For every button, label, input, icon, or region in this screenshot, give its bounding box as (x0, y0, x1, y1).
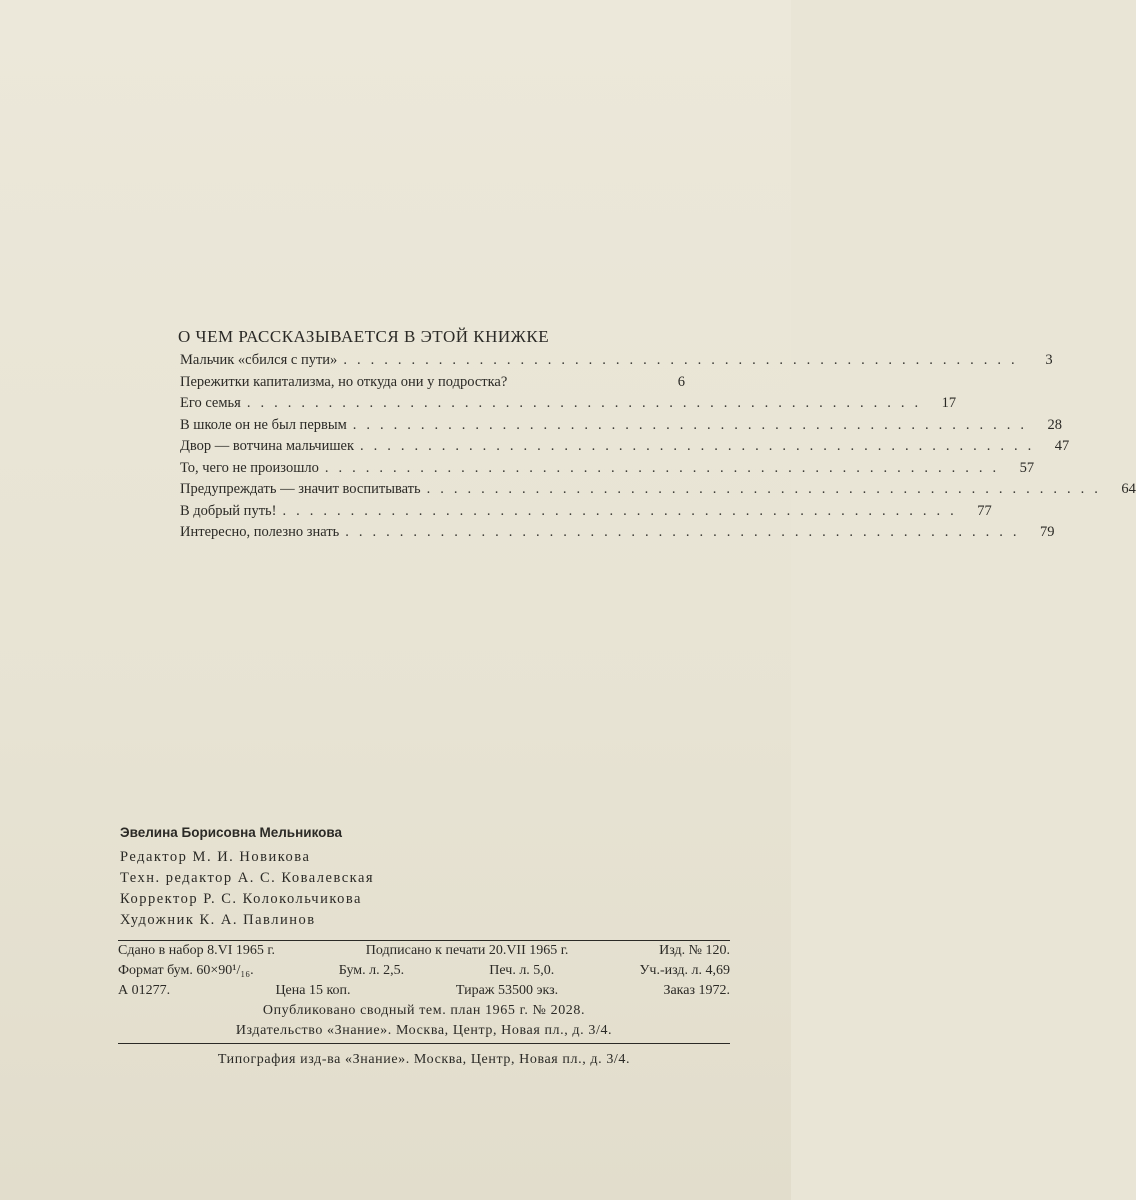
imprint-dates-row (118, 941, 730, 961)
toc-entry-label: Интересно, полезно знать (180, 524, 340, 540)
toc-entry (180, 438, 1070, 460)
toc-entry (180, 459, 1035, 482)
account-sheets: Уч.-изд. л. 4,69 (639, 963, 730, 978)
paper-sheets: Бум. л. 2,5. (338, 963, 405, 978)
table-of-contents (180, 352, 1136, 546)
toc-entry-label: Предупреждать — значит воспитывать (180, 481, 421, 497)
sent-to-typesetting: Сдано в набор 8.VI 1965 г. (118, 943, 276, 958)
print-sheets: Печ. л. 5,0. (489, 963, 555, 978)
artist-credit: Художник К. А. Павлинов (120, 912, 316, 928)
toc-entry (180, 395, 957, 417)
proofreader-credit: Корректор Р. С. Колокольчикова (120, 891, 362, 907)
toc-entry (180, 416, 1063, 439)
toc-leader-dots: .................................................. (282, 502, 964, 519)
tech-editor-credit: Техн. редактор А. С. Ковалевская (120, 870, 375, 886)
publication-plan: Опубликовано сводный тем. план 1965 г. № 2028. (262, 1003, 586, 1018)
imprint-price-row (118, 981, 730, 1001)
printer-address: Типография изд-ва «Знание». Москва, Центр, Новая пл., д. 3/4. (217, 1052, 631, 1067)
toc-entry (180, 502, 992, 525)
toc-entry-page: 47 (1054, 438, 1070, 454)
signed-for-print: Подписано к печати 20.VII 1965 г. (365, 943, 569, 958)
toc-entry-label: В добрый путь! (180, 502, 277, 519)
toc-entry-page: 6 (677, 373, 685, 390)
order-number: Заказ 1972. (663, 983, 730, 998)
toc-leader-dots: .................................................. (352, 416, 1035, 433)
toc-entry (180, 374, 685, 396)
toc-entry-label: В школе он не был первым (180, 416, 347, 433)
toc-entry-page: 3 (1045, 352, 1053, 368)
toc-entry-label: Двор — вотчина мальчишек (180, 438, 354, 454)
toc-entry-page: 28 (1047, 416, 1063, 433)
toc-entry-page: 57 (1019, 459, 1035, 476)
edition-number: Изд. № 120. (659, 943, 730, 958)
toc-entry-page: 64 (1121, 481, 1136, 497)
toc-entry-label: То, чего не произошло (180, 459, 319, 476)
credits-block (120, 822, 374, 931)
toc-entry-label: Его семья (180, 395, 241, 411)
price: Цена 15 коп. (275, 983, 351, 998)
toc-entry (180, 352, 1053, 374)
toc-entry-page: 79 (1040, 524, 1055, 540)
toc-title: О ЧЕМ РАССКАЗЫВАЕТСЯ В ЭТОЙ КНИЖКЕ (178, 327, 550, 346)
toc-leader-dots: .................................................. (360, 438, 1042, 454)
toc-entry-label: Пережитки капитализма, но откуда они у подростка? (180, 373, 508, 390)
toc-leader-dots: .................................................. (324, 459, 1007, 476)
editor-credit: Редактор М. И. Новикова (120, 849, 311, 865)
toc-entry-page: 17 (941, 395, 957, 411)
toc-leader-dots: .................................................. (345, 524, 1027, 540)
toc-leader-dots: .................................................. (246, 395, 929, 411)
toc-entry-page: 77 (977, 502, 992, 519)
toc-entry (180, 481, 1136, 503)
publisher-address: Издательство «Знание». Москва, Центр, Новая пл., д. 3/4. (235, 1023, 613, 1038)
toc-entry-label: Мальчик «сбился с пути» (180, 352, 338, 368)
toc-leader-dots: .................................................. (343, 352, 1025, 368)
imprint-block (118, 940, 730, 1070)
paper-format: Формат бум. 60×90¹/₁₆. (118, 963, 254, 978)
print-run: Тираж 53500 экз. (455, 983, 559, 998)
catalog-code: А 01277. (118, 983, 171, 998)
toc-entry (180, 524, 1055, 546)
author-name: Эвелина Борисовна Мельникова (120, 825, 343, 840)
imprint-format-row (118, 961, 730, 981)
toc-leader-dots: .................................................. (426, 481, 1108, 497)
imprint-publisher-block (118, 1001, 730, 1044)
